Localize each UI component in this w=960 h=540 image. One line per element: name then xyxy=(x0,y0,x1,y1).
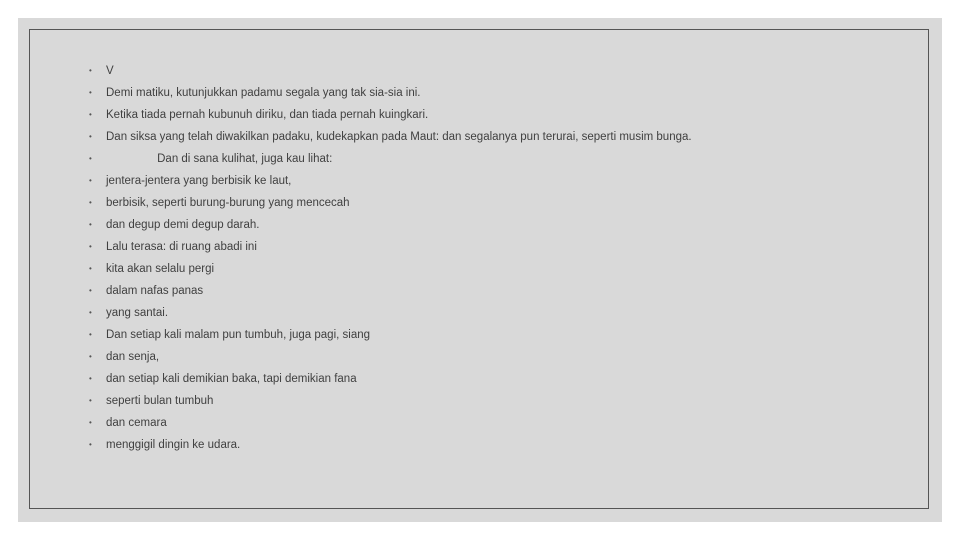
list-item-text: Lalu terasa: di ruang abadi ini xyxy=(106,241,257,253)
list-item xyxy=(89,214,692,236)
bullet-icon: • xyxy=(89,418,92,427)
bullet-icon: • xyxy=(89,176,92,185)
bullet-icon: • xyxy=(89,286,92,295)
bullet-icon: • xyxy=(89,264,92,273)
list-item xyxy=(89,192,692,214)
list-item xyxy=(89,236,692,258)
list-item xyxy=(89,324,692,346)
list-item-text: dan setiap kali demikian baka, tapi demikian fana xyxy=(106,373,357,385)
list-item-text: dan degup demi degup darah. xyxy=(106,219,260,231)
bullet-icon: • xyxy=(89,330,92,339)
bullet-icon: • xyxy=(89,132,92,141)
content-frame xyxy=(29,29,929,509)
bullet-icon: • xyxy=(89,308,92,317)
list-item xyxy=(89,412,692,434)
bullet-icon: • xyxy=(89,154,92,163)
bullet-icon: • xyxy=(89,440,92,449)
list-item xyxy=(89,104,692,126)
list-item xyxy=(89,280,692,302)
list-item-text: Dan di sana kulihat, juga kau lihat: xyxy=(106,153,333,165)
list-item-text: Demi matiku, kutunjukkan padamu segala yang tak sia-sia ini. xyxy=(106,87,421,99)
bullet-icon: • xyxy=(89,88,92,97)
list-item xyxy=(89,60,692,82)
list-item-text: Dan setiap kali malam pun tumbuh, juga pagi, siang xyxy=(106,329,371,341)
list-item-text: dan cemara xyxy=(106,417,167,429)
list-item xyxy=(89,258,692,280)
list-item xyxy=(89,346,692,368)
list-item-text: V xyxy=(106,65,114,77)
list-item-text: dan senja, xyxy=(106,351,160,363)
list-item-text: berbisik, seperti burung-burung yang mencecah xyxy=(106,197,350,209)
list-item-text: jentera-jentera yang berbisik ke laut, xyxy=(106,175,292,187)
list-item xyxy=(89,302,692,324)
list-item-text: dalam nafas panas xyxy=(106,285,204,297)
slide xyxy=(18,18,942,522)
bullet-icon: • xyxy=(89,352,92,361)
bullet-icon: • xyxy=(89,66,92,75)
bullet-icon: • xyxy=(89,220,92,229)
bullet-icon: • xyxy=(89,198,92,207)
list-item xyxy=(89,368,692,390)
list-item-text: seperti bulan tumbuh xyxy=(106,395,214,407)
list-item-text: Dan siksa yang telah diwakilkan padaku, kudekapkan pada Maut: dan segalanya pun terurai, seperti musim bunga. xyxy=(106,131,692,143)
list-item-text: yang santai. xyxy=(106,307,169,319)
list-item xyxy=(89,148,692,170)
list-item-text: kita akan selalu pergi xyxy=(106,263,215,275)
list-item xyxy=(89,170,692,192)
bullet-list xyxy=(89,60,692,456)
list-item-text: Ketika tiada pernah kubunuh diriku, dan tiada pernah kuingkari. xyxy=(106,109,429,121)
list-item-text: menggigil dingin ke udara. xyxy=(106,439,241,451)
list-item xyxy=(89,126,692,148)
bullet-icon: • xyxy=(89,396,92,405)
list-item xyxy=(89,82,692,104)
list-item xyxy=(89,434,692,456)
bullet-icon: • xyxy=(89,110,92,119)
list-item xyxy=(89,390,692,412)
bullet-icon: • xyxy=(89,374,92,383)
bullet-icon: • xyxy=(89,242,92,251)
